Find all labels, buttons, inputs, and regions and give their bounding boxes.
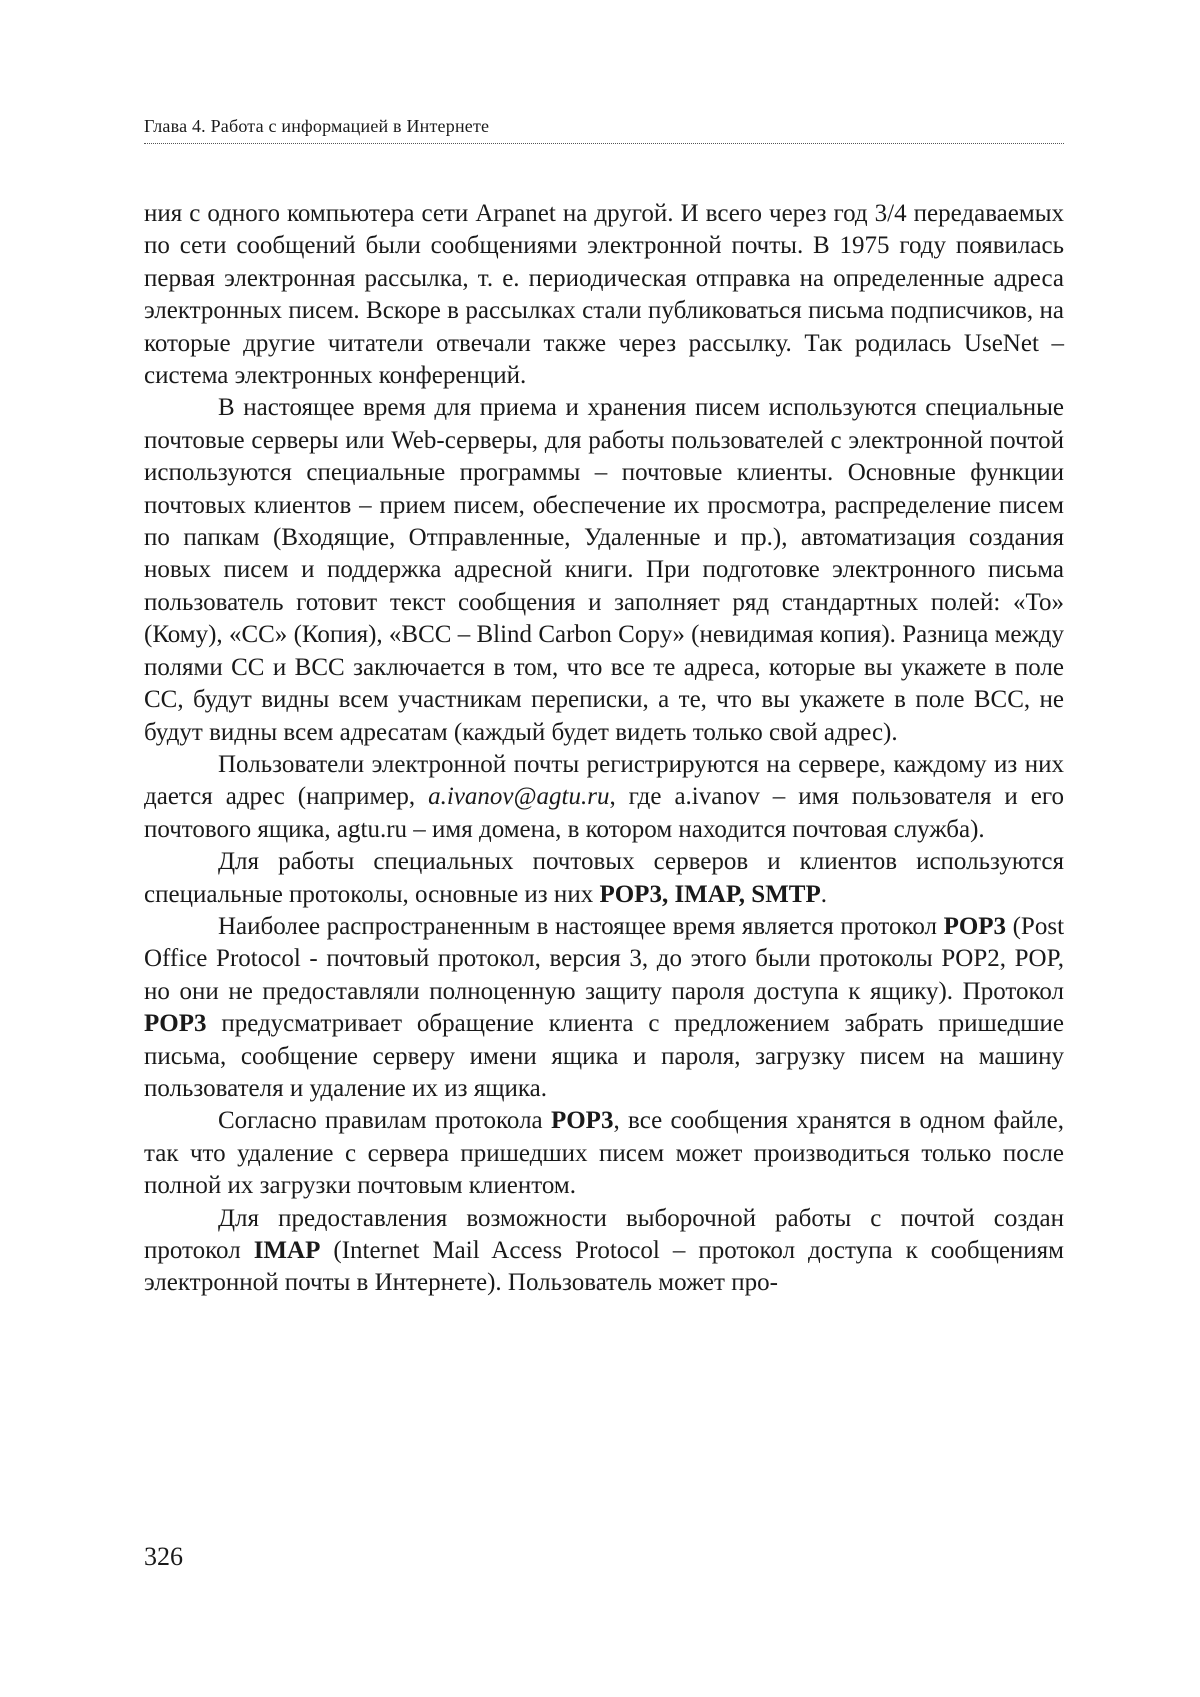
text-run: , все сообщения хранятся в одном файле, так что удаление с сервера пришедших писем может производиться только после полной их загрузки почтовым клиентом. (144, 1107, 1064, 1200)
paragraph (144, 1203, 1064, 1300)
text-run: Для предоставления возможности выборочной работы с почтой создан протокол (144, 1204, 1064, 1264)
text-run: Наиболее распространенным в настоящее время является протокол (218, 912, 944, 940)
header-divider (144, 143, 1064, 144)
bold-term: POP3 (144, 1010, 207, 1038)
text-run: (Internet Mail Access Protocol – протокол доступа к сообщениям электронной почты в Интернете). Пользователь может про- (144, 1237, 1064, 1297)
text-run: предусматривает обращение клиента с предложением забрать пришедшие письма, сообщение серверу имени ящика и пароля, загрузку писем на машину пользователя и удаление их из ящика. (144, 1010, 1064, 1102)
italic-example: a.ivanov@agtu.ru (428, 783, 610, 811)
bold-term: POP3, IMAP, SMTP (599, 880, 821, 908)
bold-term: POP3 (943, 912, 1007, 940)
paragraph (144, 749, 1064, 846)
paragraph (144, 911, 1064, 1105)
text-run: В настоящее время для приема и хранения писем используются специальные почтовые серверы или Web-серверы, для работы пользователей с электронной почтой используются специальные программы – почтовые клиенты. Основные функции почтовых клиентов – прием писем, обеспечение их просмотра, распределение писем по папкам (Входящие, Отправленные, Удаленные и пр.), автоматизация создания новых писем и поддержка адресной книги. При подготовке электронного письма пользователь готовит текст сообщения и заполняет ряд стандартных полей: «To» (Кому), «CC» (Копия), «BCC – Blind Carbon Copy» (невидимая копия). Разница между полями CC и BCC заключается в том, что все те адреса, которые вы укажете в поле CC, будут видны всем участникам переписки, а те, что вы укажете в поле BCC, не будут видны всем адресатам (каждый будет видеть только свой адрес). (144, 394, 1064, 746)
text-run: Пользователи электронной почты регистрируются на сервере, каждому из них дается адрес (например, (144, 750, 1064, 811)
paragraph (144, 392, 1064, 748)
text-run: , где a.ivanov – имя пользователя и его почтового ящика, agtu.ru – имя домена, в котором находится почтовая служба). (144, 783, 1065, 843)
text-run: Для работы специальных почтовых серверов и клиентов используются специальные протоколы, основные из них (144, 848, 1064, 908)
bold-term: POP3 (550, 1107, 614, 1135)
text-run: ния с одного компьютера сети Arpanet на другой. И всего через год 3/4 передаваемых по сети сообщений были сообщениями электронной почты. В 1975 году появилась первая электронная рассылка, т. е. периодическая отправка на определенные адреса электронных писем. Вскоре в рассылках стали публиковаться письма подписчиков, на которые другие читатели отвечали также через рассылку. Так родилась UseNet – система электронных конференций. (144, 200, 1064, 390)
running-header: Глава 4. Работа с информацией в Интернете (144, 116, 490, 136)
bold-term: IMAP (253, 1237, 321, 1264)
paragraph (144, 846, 1064, 911)
text-run: . (820, 880, 827, 908)
paragraph (144, 198, 1064, 392)
text-run: (Post Office Protocol ‑ почтовый протокол, версия 3, до этого были протоколы POP2, POP, но они не предоставляли полноценную защиту пароля доступа к ящику). Протокол (144, 912, 1065, 1005)
paragraph (144, 1105, 1064, 1202)
text-run: Согласно правилам протокола (218, 1107, 551, 1135)
page-number: 326 (144, 1542, 183, 1571)
body-text (144, 198, 1064, 1300)
